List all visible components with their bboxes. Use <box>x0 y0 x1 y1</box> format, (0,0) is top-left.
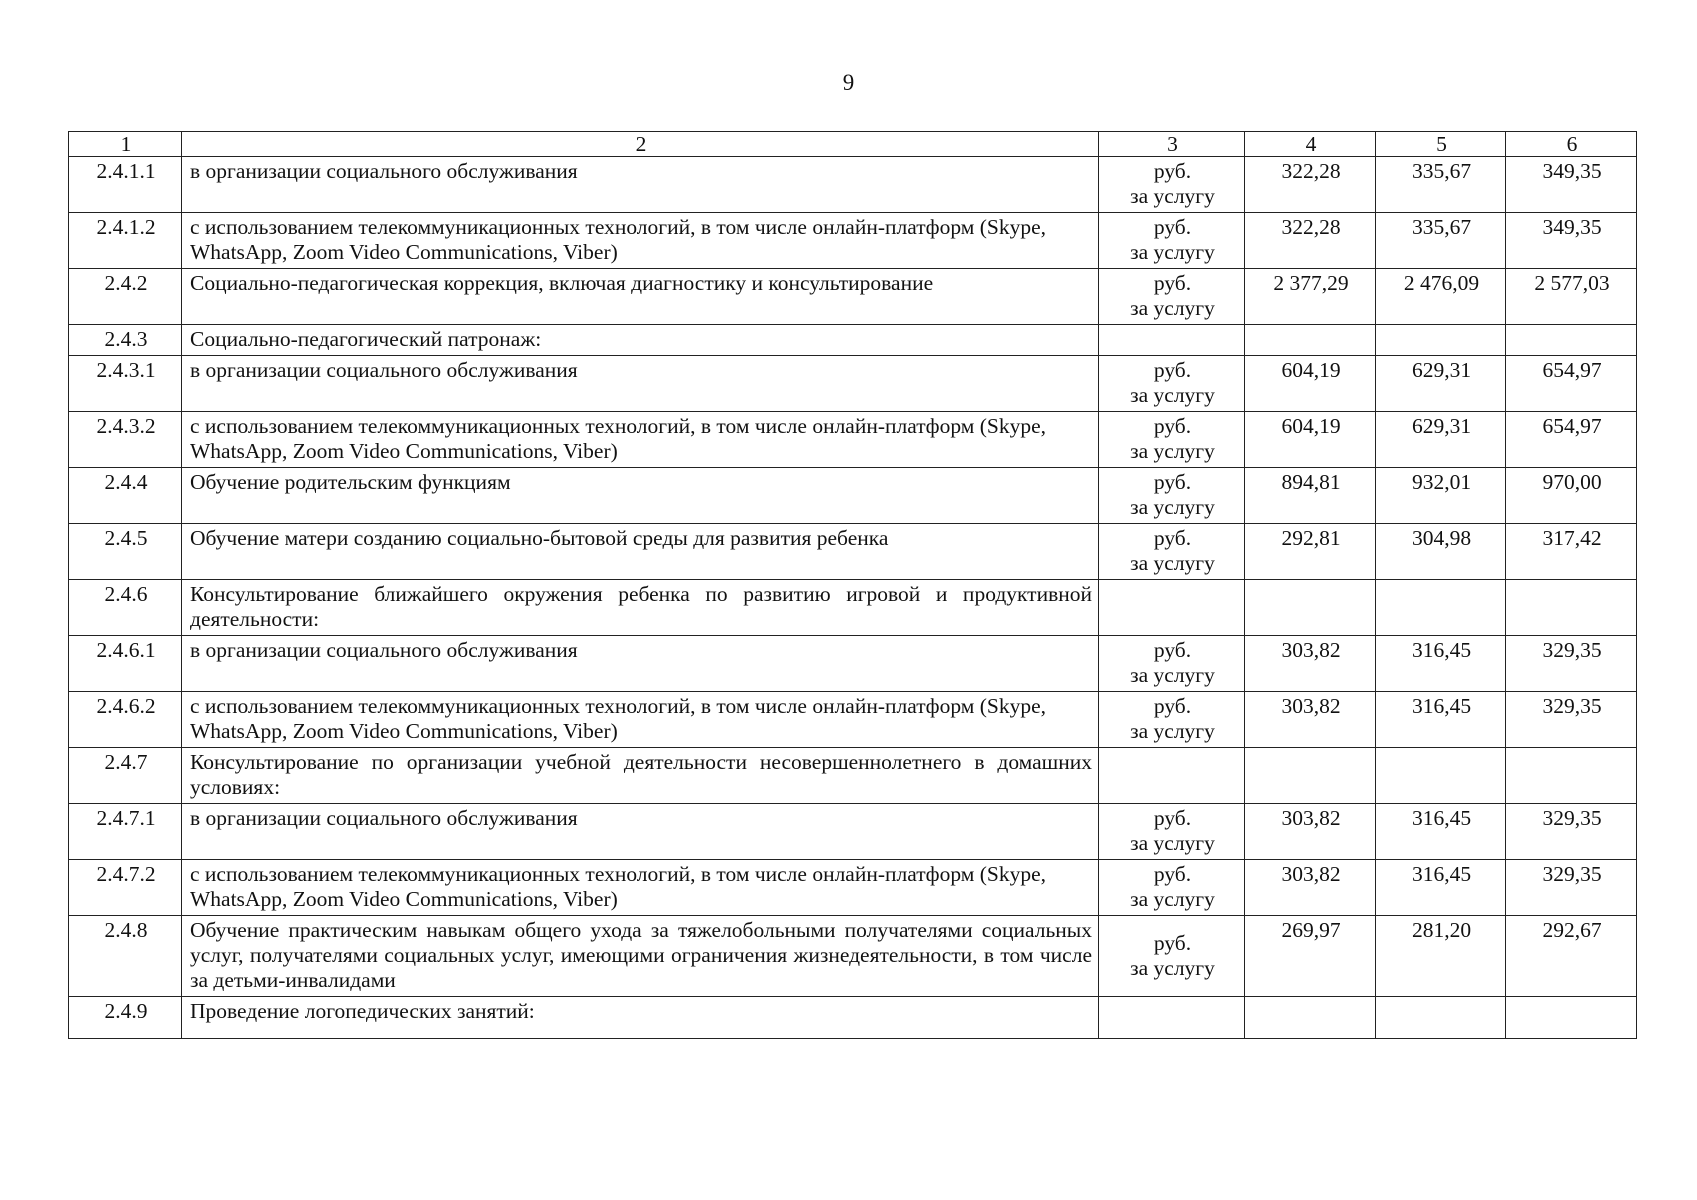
unit-currency: руб. <box>1153 358 1192 382</box>
value-col-6: 349,35 <box>1506 157 1637 213</box>
row-number: 2.4.7 <box>69 748 182 804</box>
unit-cell <box>1099 524 1245 580</box>
unit-currency: руб. <box>1153 215 1192 239</box>
unit-cell <box>1099 325 1245 356</box>
service-name: с использованием телекоммуникационных технологий, в том числе онлайн-платформ (Skype, WhatsApp, Zoom Video Communications, Viber) <box>182 412 1099 468</box>
value-col-5: 2 476,09 <box>1376 269 1506 325</box>
header-cell-5: 5 <box>1376 132 1506 157</box>
value-col-6: 654,97 <box>1506 356 1637 412</box>
unit-per-service: за услугу <box>1130 495 1215 519</box>
table-row <box>69 157 1637 213</box>
value-col-5 <box>1376 997 1506 1039</box>
header-row <box>69 132 1637 157</box>
unit-cell <box>1099 157 1245 213</box>
service-name: в организации социального обслуживания <box>182 157 1099 213</box>
value-col-5: 316,45 <box>1376 860 1506 916</box>
value-col-6 <box>1506 997 1637 1039</box>
header-cell-3: 3 <box>1099 132 1245 157</box>
table-row <box>69 325 1637 356</box>
value-col-4 <box>1245 997 1376 1039</box>
value-col-5: 281,20 <box>1376 916 1506 997</box>
row-number: 2.4.5 <box>69 524 182 580</box>
value-col-4: 303,82 <box>1245 804 1376 860</box>
table-row <box>69 468 1637 524</box>
value-col-4: 894,81 <box>1245 468 1376 524</box>
header-cell-1: 1 <box>69 132 182 157</box>
unit-currency: руб. <box>1153 862 1192 886</box>
row-number: 2.4.6.2 <box>69 692 182 748</box>
value-col-6: 317,42 <box>1506 524 1637 580</box>
value-col-5: 335,67 <box>1376 213 1506 269</box>
row-number: 2.4.3.2 <box>69 412 182 468</box>
unit-per-service: за услугу <box>1130 296 1215 320</box>
service-name: Консультирование по организации учебной деятельности несовершеннолетнего в домашних условиях: <box>182 748 1099 804</box>
value-col-5: 316,45 <box>1376 636 1506 692</box>
unit-currency: руб. <box>1153 470 1192 494</box>
value-col-5 <box>1376 748 1506 804</box>
table-row <box>69 860 1637 916</box>
value-col-6: 329,35 <box>1506 636 1637 692</box>
service-name: Социально-педагогическая коррекция, включая диагностику и консультирование <box>182 269 1099 325</box>
table-row <box>69 356 1637 412</box>
value-col-6 <box>1506 748 1637 804</box>
unit-per-service: за услугу <box>1130 831 1215 855</box>
value-col-6: 654,97 <box>1506 412 1637 468</box>
unit-cell <box>1099 412 1245 468</box>
unit-per-service: за услугу <box>1130 184 1215 208</box>
unit-per-service: за услугу <box>1130 240 1215 264</box>
value-col-5: 335,67 <box>1376 157 1506 213</box>
value-col-6 <box>1506 325 1637 356</box>
service-name: Проведение логопедических занятий: <box>182 997 1099 1039</box>
unit-per-service: за услугу <box>1130 955 1215 980</box>
unit-cell <box>1099 213 1245 269</box>
value-col-6: 349,35 <box>1506 213 1637 269</box>
value-col-6: 970,00 <box>1506 468 1637 524</box>
value-col-5: 316,45 <box>1376 804 1506 860</box>
row-number: 2.4.1.1 <box>69 157 182 213</box>
value-col-5: 304,98 <box>1376 524 1506 580</box>
service-name: Обучение матери созданию социально-бытовой среды для развития ребенка <box>182 524 1099 580</box>
unit-per-service: за услугу <box>1130 551 1215 575</box>
unit-cell <box>1099 468 1245 524</box>
header-cell-6: 6 <box>1506 132 1637 157</box>
row-number: 2.4.3.1 <box>69 356 182 412</box>
table-row <box>69 269 1637 325</box>
table-row <box>69 804 1637 860</box>
row-number: 2.4.6 <box>69 580 182 636</box>
unit-cell <box>1099 748 1245 804</box>
value-col-4: 604,19 <box>1245 356 1376 412</box>
service-name: с использованием телекоммуникационных технологий, в том числе онлайн-платформ (Skype, WhatsApp, Zoom Video Communications, Viber) <box>182 860 1099 916</box>
value-col-5 <box>1376 325 1506 356</box>
unit-cell <box>1099 997 1245 1039</box>
table-row <box>69 636 1637 692</box>
value-col-4: 604,19 <box>1245 412 1376 468</box>
service-name: Консультирование ближайшего окружения ребенка по развитию игровой и продуктивной деятельности: <box>182 580 1099 636</box>
header-cell-4: 4 <box>1245 132 1376 157</box>
service-name: в организации социального обслуживания <box>182 636 1099 692</box>
unit-currency: руб. <box>1153 694 1192 718</box>
value-col-5: 316,45 <box>1376 692 1506 748</box>
service-name: с использованием телекоммуникационных технологий, в том числе онлайн-платформ (Skype, WhatsApp, Zoom Video Communications, Viber) <box>182 692 1099 748</box>
value-col-6: 292,67 <box>1506 916 1637 997</box>
unit-per-service: за услугу <box>1130 887 1215 911</box>
value-col-4 <box>1245 748 1376 804</box>
value-col-6: 329,35 <box>1506 804 1637 860</box>
page-number: 9 <box>842 70 855 95</box>
unit-cell <box>1099 916 1245 997</box>
row-number: 2.4.3 <box>69 325 182 356</box>
value-col-5 <box>1376 580 1506 636</box>
table-row <box>69 580 1637 636</box>
value-col-4: 303,82 <box>1245 692 1376 748</box>
unit-currency: руб. <box>1153 930 1192 955</box>
value-col-4: 322,28 <box>1245 157 1376 213</box>
row-number: 2.4.4 <box>69 468 182 524</box>
value-col-4 <box>1245 325 1376 356</box>
value-col-5: 629,31 <box>1376 412 1506 468</box>
unit-cell <box>1099 269 1245 325</box>
value-col-6: 329,35 <box>1506 692 1637 748</box>
table-row <box>69 412 1637 468</box>
row-number: 2.4.2 <box>69 269 182 325</box>
table-row <box>69 213 1637 269</box>
unit-per-service: за услугу <box>1130 439 1215 463</box>
unit-per-service: за услугу <box>1130 719 1215 743</box>
unit-currency: руб. <box>1153 806 1192 830</box>
value-col-4 <box>1245 580 1376 636</box>
service-name: Обучение практическим навыкам общего ухода за тяжелобольными получателями социальных услуг, получателями социальных услуг, имеющими ограничения жизнедеятельности, в том числе за детьми-инвалидами <box>182 916 1099 997</box>
value-col-5: 932,01 <box>1376 468 1506 524</box>
unit-cell <box>1099 580 1245 636</box>
value-col-5: 629,31 <box>1376 356 1506 412</box>
service-name: Обучение родительским функциям <box>182 468 1099 524</box>
value-col-6: 329,35 <box>1506 860 1637 916</box>
unit-cell <box>1099 860 1245 916</box>
unit-cell <box>1099 636 1245 692</box>
unit-per-service: за услугу <box>1130 383 1215 407</box>
row-number: 2.4.9 <box>69 997 182 1039</box>
value-col-6 <box>1506 580 1637 636</box>
unit-per-service: за услугу <box>1130 663 1215 687</box>
unit-currency: руб. <box>1153 159 1192 183</box>
unit-currency: руб. <box>1153 414 1192 438</box>
header-cell-2: 2 <box>182 132 1099 157</box>
value-col-4: 303,82 <box>1245 860 1376 916</box>
table-row <box>69 524 1637 580</box>
value-col-4: 2 377,29 <box>1245 269 1376 325</box>
table-row <box>69 916 1637 997</box>
unit-cell <box>1099 692 1245 748</box>
value-col-4: 322,28 <box>1245 213 1376 269</box>
row-number: 2.4.7.2 <box>69 860 182 916</box>
value-col-4: 303,82 <box>1245 636 1376 692</box>
unit-cell <box>1099 804 1245 860</box>
unit-currency: руб. <box>1153 526 1192 550</box>
service-name: в организации социального обслуживания <box>182 804 1099 860</box>
service-name: с использованием телекоммуникационных технологий, в том числе онлайн-платформ (Skype, WhatsApp, Zoom Video Communications, Viber) <box>182 213 1099 269</box>
value-col-4: 269,97 <box>1245 916 1376 997</box>
row-number: 2.4.1.2 <box>69 213 182 269</box>
table-row <box>69 692 1637 748</box>
value-col-4: 292,81 <box>1245 524 1376 580</box>
service-name: Социально-педагогический патронаж: <box>182 325 1099 356</box>
row-number: 2.4.7.1 <box>69 804 182 860</box>
row-number: 2.4.6.1 <box>69 636 182 692</box>
table-row <box>69 997 1637 1039</box>
service-name: в организации социального обслуживания <box>182 356 1099 412</box>
row-number: 2.4.8 <box>69 916 182 997</box>
tariff-table <box>68 131 1637 1039</box>
unit-cell <box>1099 356 1245 412</box>
unit-currency: руб. <box>1153 638 1192 662</box>
table-row <box>69 748 1637 804</box>
unit-currency: руб. <box>1153 271 1192 295</box>
value-col-6: 2 577,03 <box>1506 269 1637 325</box>
